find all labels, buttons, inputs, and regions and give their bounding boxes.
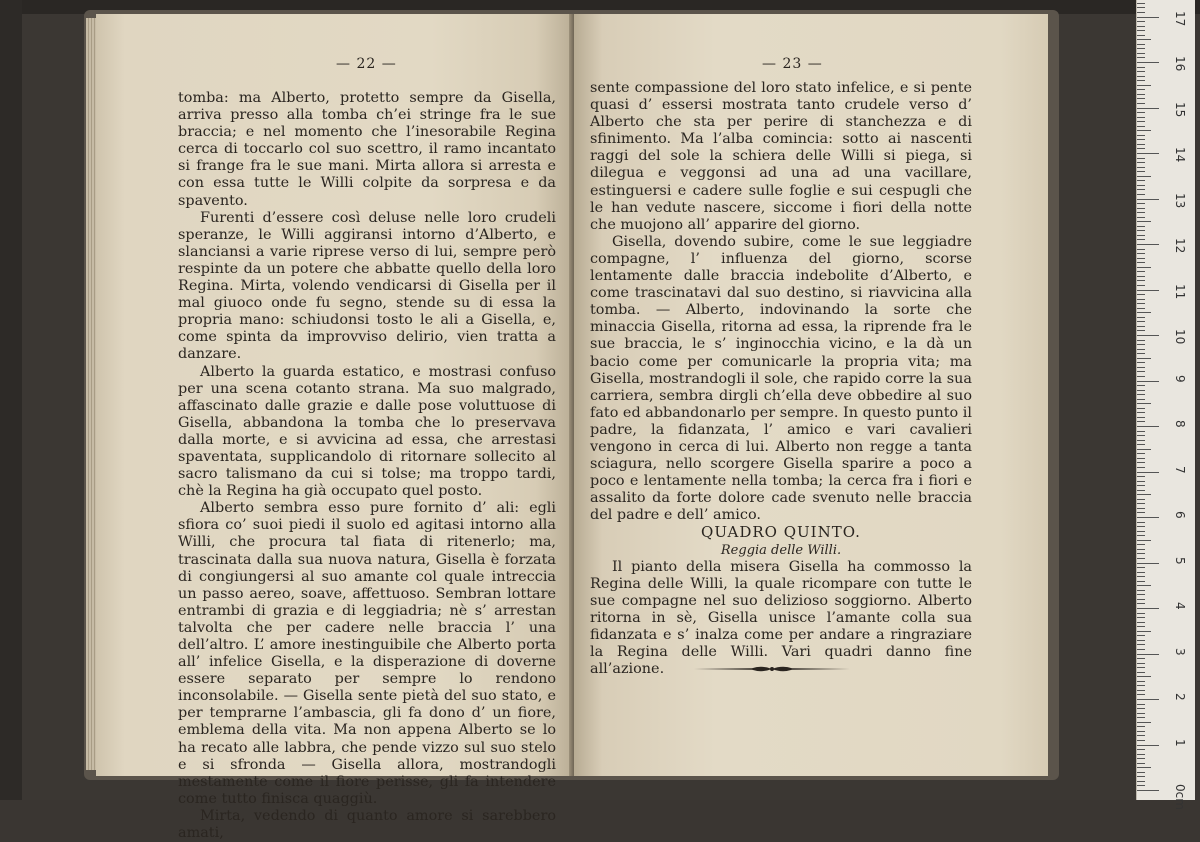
ruler-tick bbox=[1137, 280, 1145, 281]
ruler-tick bbox=[1137, 358, 1151, 359]
ruler-tick bbox=[1137, 317, 1145, 318]
fleuron-ornament-icon bbox=[692, 664, 852, 674]
ruler-tick bbox=[1137, 772, 1145, 773]
paragraph: Gisella, dovendo subire, come le sue leggiadre compagne, l’ influenza del giorno, scorse lentamente dalle braccia indebolite d’Alberto, e come trascinatavi dal suo destino, si riavvicina alla tomba. — Alberto, indovinando la sorte che minaccia Gisella, ritorna ad essa, la riprende fra le sue braccia, le s’ inginocchia vicino, e la dà un bacio come per comunicarle la propria vita; ma Gisella, mostrandogli il sole, che rapido corre la sua carriera, sembra dirgli ch’ella deve obbedire al suo fato ed abbandonarlo per sempre. In questo punto il padre, la fidanzata, l’ amico e vari cavalieri vengono in cerca di lui. Alberto non regge a tanta sciagura, nello scorgere Gisella sparire a poco a poco e lentamente nella tomba; la cerca fra i fiori e assalito da forte dolore cade svenuto nelle braccia del padre e dell’ amico. bbox=[590, 233, 972, 524]
ruler-tick bbox=[1137, 326, 1145, 327]
ruler-tick bbox=[1137, 194, 1145, 195]
ruler-tick bbox=[1137, 185, 1145, 186]
ruler-tick bbox=[1137, 126, 1145, 127]
ruler-tick bbox=[1137, 717, 1145, 718]
ruler-tick bbox=[1137, 649, 1145, 650]
ruler-tick bbox=[1137, 35, 1145, 36]
ruler-tick bbox=[1137, 517, 1159, 518]
ruler-tick bbox=[1137, 462, 1145, 463]
ruler-tick bbox=[1137, 667, 1145, 668]
ruler-tick bbox=[1137, 176, 1151, 177]
measurement-ruler bbox=[1136, 0, 1195, 810]
ruler-tick bbox=[1137, 749, 1145, 750]
ruler-tick bbox=[1137, 613, 1145, 614]
ruler-tick bbox=[1137, 467, 1145, 468]
paragraph: tomba: ma Alberto, protetto sempre da Gisella, arriva presso alla tomba ch’ei stringe fra le sue braccia; e nel momento che l’inesorabile Regina cerca di toccarlo col suo scettro, il ramo incantato si frange fra le sue mani. Mirta allora si arresta e con essa tutte le Willi colpite da sorpresa e da spavento. bbox=[178, 90, 556, 209]
ruler-tick bbox=[1137, 553, 1145, 554]
ruler-tick bbox=[1137, 708, 1145, 709]
ruler-tick bbox=[1137, 722, 1151, 723]
ruler-tick bbox=[1137, 108, 1159, 109]
ruler-tick bbox=[1137, 221, 1151, 222]
ruler-tick bbox=[1137, 144, 1145, 145]
ruler-tick bbox=[1137, 622, 1145, 623]
ruler-tick bbox=[1137, 162, 1145, 163]
ruler-tick bbox=[1137, 758, 1145, 759]
ruler-tick bbox=[1137, 376, 1145, 377]
ruler-tick bbox=[1137, 112, 1145, 113]
ruler-tick bbox=[1137, 476, 1145, 477]
ruler-tick bbox=[1137, 658, 1145, 659]
ruler-tick bbox=[1137, 508, 1145, 509]
ruler-tick bbox=[1137, 690, 1145, 691]
ruler-label: 6 bbox=[1173, 511, 1187, 519]
right-page-number: — 23 — bbox=[762, 56, 823, 72]
ruler-tick bbox=[1137, 563, 1159, 564]
ruler-tick bbox=[1137, 7, 1145, 8]
ruler-label: 9 bbox=[1173, 374, 1187, 383]
ruler-tick bbox=[1137, 217, 1145, 218]
scanner-bed-side bbox=[0, 0, 22, 800]
ruler-tick bbox=[1137, 94, 1145, 95]
ruler-tick bbox=[1137, 303, 1145, 304]
ruler-tick bbox=[1137, 444, 1145, 445]
ruler-label: 0cm bbox=[1173, 784, 1187, 810]
ruler-label: 10 bbox=[1173, 329, 1187, 345]
ruler-tick bbox=[1137, 681, 1145, 682]
ruler-tick bbox=[1137, 481, 1145, 482]
ruler-tick bbox=[1137, 344, 1145, 345]
ruler-tick bbox=[1137, 522, 1145, 523]
ruler-tick bbox=[1137, 235, 1145, 236]
ruler-tick bbox=[1137, 440, 1145, 441]
section-heading: QUADRO QUINTO. bbox=[701, 523, 861, 542]
ruler-tick bbox=[1137, 785, 1145, 786]
ruler-tick bbox=[1137, 208, 1145, 209]
ruler-label: 7 bbox=[1173, 465, 1187, 474]
ruler-tick bbox=[1137, 199, 1159, 200]
ruler-tick bbox=[1137, 330, 1145, 331]
ruler-tick bbox=[1137, 153, 1159, 154]
ruler-tick bbox=[1137, 699, 1159, 700]
ruler-tick bbox=[1137, 76, 1145, 77]
ruler-tick bbox=[1137, 340, 1145, 341]
ruler-tick bbox=[1137, 603, 1145, 604]
ruler-label: 1 bbox=[1173, 738, 1187, 747]
ruler-tick bbox=[1137, 417, 1145, 418]
ruler-tick bbox=[1137, 394, 1145, 395]
ruler-tick bbox=[1137, 26, 1145, 27]
ruler-tick bbox=[1137, 230, 1145, 231]
ruler-tick bbox=[1137, 30, 1145, 31]
ruler-tick bbox=[1137, 171, 1145, 172]
ruler-tick bbox=[1137, 640, 1145, 641]
ruler-tick bbox=[1137, 740, 1145, 741]
paragraph: Furenti d’essere così deluse nelle loro crudeli speranze, le Willi aggiransi intorno d’Alberto, e slanciansi a varie riprese verso di lui, sempre però respinte da un potere che abbatte quello della loro Regina. Mirta, volendo vendicarsi di Gisella per il mal giuoco onde fu segno, stende su di essa la propria mano: schiudonsi tosto le ali a Gisella, e, come spinta da improvviso delirio, vien tratta a danzare. bbox=[178, 209, 556, 363]
section-subheading: Reggia delle Willi. bbox=[720, 542, 842, 558]
ruler-tick bbox=[1137, 371, 1145, 372]
ruler-tick bbox=[1137, 781, 1145, 782]
ruler-tick bbox=[1137, 626, 1145, 627]
ruler-tick bbox=[1137, 631, 1151, 632]
ruler-tick bbox=[1137, 158, 1145, 159]
ruler-label: 15 bbox=[1173, 101, 1187, 117]
ruler-tick bbox=[1137, 490, 1145, 491]
ruler-tick bbox=[1137, 685, 1145, 686]
ruler-tick bbox=[1137, 544, 1145, 545]
ruler-tick bbox=[1137, 735, 1145, 736]
ruler-tick bbox=[1137, 244, 1159, 245]
paragraph: Alberto la guarda estatico, e mostrasi confuso per una scena cotanto strana. Ma suo malgrado, affascinato dalle grazie e dalle pose voluttuose di Gisella, abbandona la tomba che lo preservava dalla morte, e si avvicina ad essa, che arrestasi spaventata, supplicandolo di ritornare sollecito al sacro talismano da cui si tolse; ma troppo tardi, chè la Regina ha già occupato quel posto. bbox=[178, 363, 556, 500]
ruler-tick bbox=[1137, 89, 1145, 90]
ruler-tick bbox=[1137, 353, 1145, 354]
ruler-tick bbox=[1137, 362, 1145, 363]
ruler-tick bbox=[1137, 335, 1159, 336]
ruler-tick bbox=[1137, 12, 1145, 13]
ruler-tick bbox=[1137, 67, 1145, 68]
ruler-tick bbox=[1137, 472, 1159, 473]
ruler-tick bbox=[1137, 763, 1145, 764]
ruler-tick bbox=[1137, 567, 1145, 568]
ruler-tick bbox=[1137, 399, 1145, 400]
ruler-tick bbox=[1137, 608, 1159, 609]
ruler-tick bbox=[1137, 485, 1145, 486]
ruler-tick bbox=[1137, 44, 1145, 45]
ruler-tick bbox=[1137, 576, 1145, 577]
ruler-label: 13 bbox=[1173, 192, 1187, 208]
ruler-tick bbox=[1137, 71, 1145, 72]
ruler-label: 14 bbox=[1173, 147, 1187, 163]
ruler-tick bbox=[1137, 663, 1145, 664]
ruler-tick bbox=[1137, 635, 1145, 636]
ruler-tick bbox=[1137, 790, 1159, 791]
ruler-tick bbox=[1137, 57, 1145, 58]
ruler-tick bbox=[1137, 590, 1145, 591]
ruler-tick bbox=[1137, 494, 1151, 495]
ruler-tick bbox=[1137, 85, 1151, 86]
ruler-tick bbox=[1137, 17, 1159, 18]
ruler-label: 12 bbox=[1173, 238, 1187, 254]
ruler-tick bbox=[1137, 449, 1151, 450]
ruler-label: 11 bbox=[1173, 283, 1187, 299]
paragraph: sente compassione del loro stato infelice, e si pente quasi d’ essersi mostrata tanto crudele verso d’ Alberto che sta per perire di stanchezza e di sfinimento. Ma l’alba comincia: sotto ai nascenti raggi del sole la schiera delle Willi si piega, si dilegua e veggonsi ad una ad una vacillare, estinguersi e cadere sulle foglie e sui cespugli che le han vedute nascere, siccome i fiori della notte che muojono all’ apparire del giorno. bbox=[590, 80, 972, 233]
ruler-tick bbox=[1137, 713, 1145, 714]
ruler-tick bbox=[1137, 672, 1145, 673]
ruler-tick bbox=[1137, 271, 1145, 272]
ruler-tick bbox=[1137, 540, 1151, 541]
ruler-tick bbox=[1137, 572, 1145, 573]
ruler-tick bbox=[1137, 726, 1145, 727]
ruler-tick bbox=[1137, 262, 1145, 263]
ruler-label: 8 bbox=[1173, 420, 1187, 428]
ruler-tick bbox=[1137, 745, 1159, 746]
ruler-tick bbox=[1137, 321, 1145, 322]
right-page-text bbox=[590, 80, 972, 678]
ruler-tick bbox=[1137, 299, 1145, 300]
ruler-tick bbox=[1137, 285, 1145, 286]
ruler-tick bbox=[1137, 258, 1145, 259]
left-page-text bbox=[178, 90, 556, 842]
ruler-label: 17 bbox=[1173, 10, 1187, 26]
ruler-tick bbox=[1137, 754, 1145, 755]
ruler-tick bbox=[1137, 130, 1151, 131]
ruler-label: 2 bbox=[1173, 693, 1187, 701]
ruler-tick bbox=[1137, 426, 1159, 427]
ruler-tick bbox=[1137, 367, 1145, 368]
ruler-tick bbox=[1137, 167, 1145, 168]
ruler-tick bbox=[1137, 731, 1145, 732]
right-page bbox=[574, 14, 1048, 776]
ruler-tick bbox=[1137, 249, 1145, 250]
ruler-tick bbox=[1137, 212, 1145, 213]
ruler-tick bbox=[1137, 267, 1151, 268]
ruler-tick bbox=[1137, 294, 1145, 295]
ruler-tick bbox=[1137, 276, 1145, 277]
ruler-tick bbox=[1137, 531, 1145, 532]
ruler-tick bbox=[1137, 549, 1145, 550]
ruler-tick bbox=[1137, 117, 1145, 118]
ruler-tick bbox=[1137, 535, 1145, 536]
ruler-tick bbox=[1137, 139, 1145, 140]
ruler-tick bbox=[1137, 435, 1145, 436]
paragraph: Alberto sembra esso pure fornito d’ ali: egli sfiora co’ suoi piedi il suolo ed agitasi intorno alla Willi, che procura tal fiata di ritenerlo; ma, trascinata dalla sua nuova natura, Gisella è forzata di congiungersi al suo amante col quale intreccia un passo aereo, soave, affettuoso. Sembran lottare entrambi di grazia e di leggiadria; nè s’ arrestan talvolta che per cadere nelle braccia l’ una dell’altro. L’ amore inestinguibile che Alberto porta all’ infelice Gisella, e la disperazione di doverne essere separato per sempre lo rendono inconsolabile. — Gisella sente pietà del suo stato, e per temprarne l’ambascia, gli fa dono d’ un fiore, emblema della vita. Ma non appena Alberto se lo ha recato alle labbra, che pende vizzo sul suo stelo e si sfronda — Gisella allora, mostrandogli mestamente come il fiore perisse, gli fa intendere come tutto finisca quaggiù. bbox=[178, 500, 556, 807]
ruler-tick bbox=[1137, 62, 1159, 63]
ruler-tick bbox=[1137, 403, 1151, 404]
ruler-tick bbox=[1137, 381, 1159, 382]
ruler-tick bbox=[1137, 312, 1151, 313]
ruler-tick bbox=[1137, 226, 1145, 227]
ruler-tick bbox=[1137, 408, 1145, 409]
ruler-tick bbox=[1137, 135, 1145, 136]
ruler-tick bbox=[1137, 581, 1145, 582]
ruler-tick bbox=[1137, 349, 1145, 350]
ruler-tick bbox=[1137, 203, 1145, 204]
ruler-tick bbox=[1137, 290, 1159, 291]
ruler-label: 3 bbox=[1173, 647, 1187, 656]
ruler-tick bbox=[1137, 3, 1145, 4]
ruler-tick bbox=[1137, 558, 1145, 559]
ruler-tick bbox=[1137, 499, 1145, 500]
ruler-tick bbox=[1137, 53, 1145, 54]
ruler-tick bbox=[1137, 644, 1145, 645]
ruler-tick bbox=[1137, 526, 1145, 527]
ruler-label: 4 bbox=[1173, 602, 1187, 610]
ruler-tick bbox=[1137, 776, 1145, 777]
ruler-label: 16 bbox=[1173, 56, 1187, 72]
ruler-tick bbox=[1137, 431, 1145, 432]
ruler-tick bbox=[1137, 694, 1145, 695]
ruler-tick bbox=[1137, 676, 1151, 677]
ruler-tick bbox=[1137, 98, 1145, 99]
ruler-tick bbox=[1137, 385, 1145, 386]
ruler-tick bbox=[1137, 189, 1145, 190]
ruler-tick bbox=[1137, 148, 1145, 149]
ruler-tick bbox=[1137, 48, 1145, 49]
ruler-tick bbox=[1137, 103, 1145, 104]
ruler-tick bbox=[1137, 767, 1151, 768]
ruler-label: 5 bbox=[1173, 556, 1187, 565]
ruler-tick bbox=[1137, 503, 1145, 504]
ruler-tick bbox=[1137, 253, 1145, 254]
ruler-tick bbox=[1137, 512, 1145, 513]
ruler-tick bbox=[1137, 704, 1145, 705]
ruler-tick bbox=[1137, 585, 1151, 586]
paragraph: Mirta, vedendo di quanto amore si sarebbero amati, bbox=[178, 807, 556, 842]
ruler-tick bbox=[1137, 654, 1159, 655]
ruler-tick bbox=[1137, 421, 1145, 422]
ruler-tick bbox=[1137, 21, 1145, 22]
ruler-tick bbox=[1137, 180, 1145, 181]
ruler-tick bbox=[1137, 80, 1145, 81]
ruler-tick bbox=[1137, 39, 1151, 40]
ruler-tick bbox=[1137, 390, 1145, 391]
ruler-tick bbox=[1137, 594, 1145, 595]
left-page bbox=[96, 14, 574, 842]
ruler-tick bbox=[1137, 599, 1145, 600]
ruler-tick bbox=[1137, 308, 1145, 309]
paragraph: Il pianto della misera Gisella ha commosso la Regina delle Willi, la quale ricompare con tutte le sue compagne nel suo delizioso soggiorno. Alberto ritorna in sè, Gisella unisce l’amante colla sua fidanzata e s’ inalza come per andare a ringraziare la Regina delle Willi. Vari quadri danno fine all’azione. bbox=[590, 558, 972, 678]
left-page-number: — 22 — bbox=[336, 56, 397, 72]
ruler-tick bbox=[1137, 121, 1145, 122]
ruler-tick bbox=[1137, 239, 1145, 240]
ruler-tick bbox=[1137, 458, 1145, 459]
ruler-tick bbox=[1137, 617, 1145, 618]
ruler-tick bbox=[1137, 412, 1145, 413]
ruler-tick bbox=[1137, 453, 1145, 454]
